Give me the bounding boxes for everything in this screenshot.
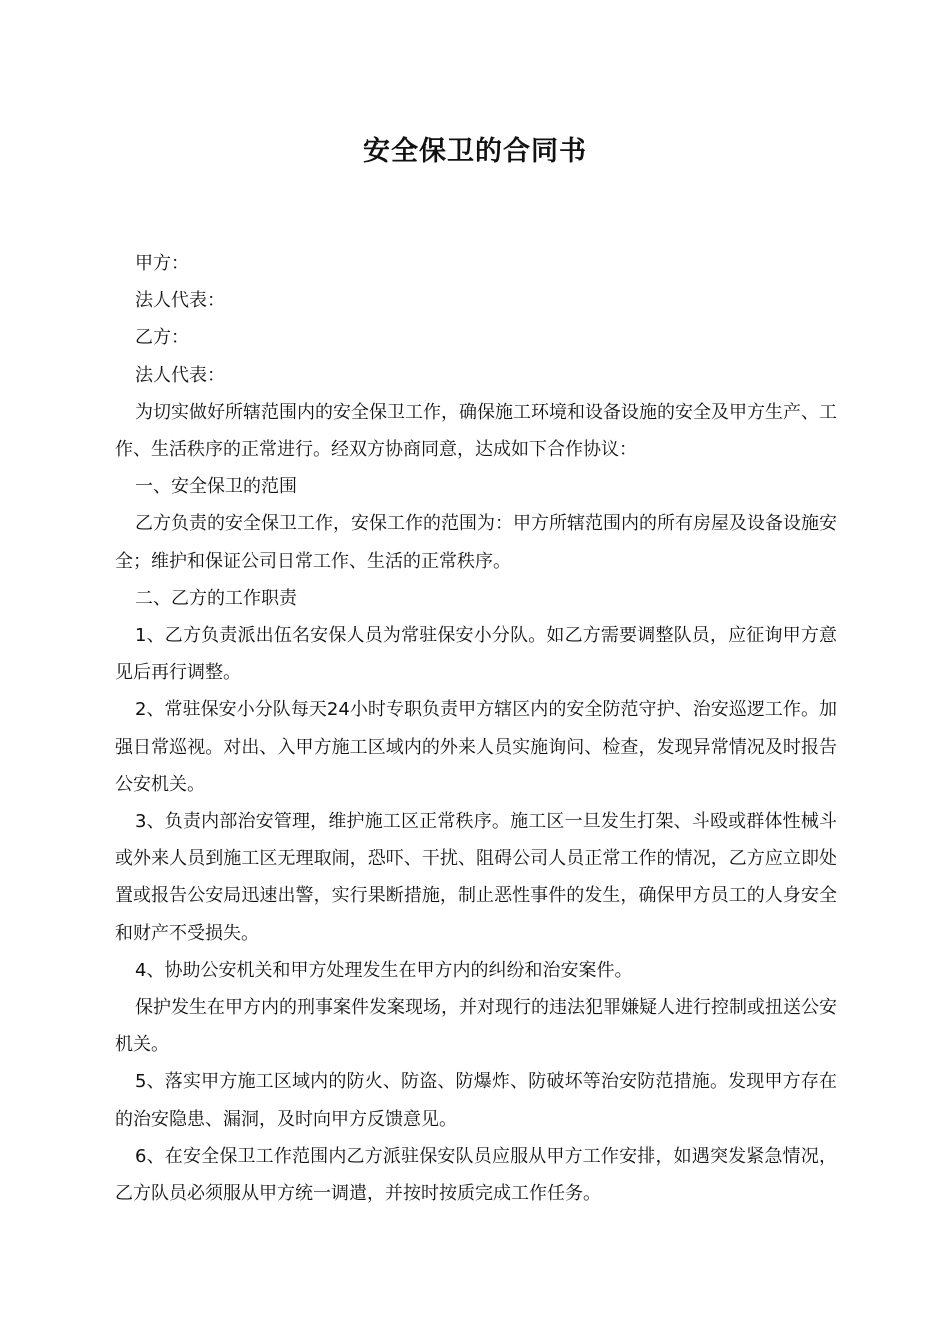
- duty-item-1: 1、乙方负责派出伍名安保人员为常驻保安小分队。如乙方需要调整队员，应征询甲方意见后再行调整。: [115, 625, 837, 684]
- duty-item-2: 2、常驻保安小分队每天24小时专职负责甲方辖区内的安全防范守护、治安巡逻工作。加强日常巡视。对出、入甲方施工区域内的外来人员实施询问、检查，发现异常情况及时报告公安机关。: [115, 699, 837, 795]
- document-title: 安全保卫的合同书: [363, 136, 587, 167]
- duty-item-6: 6、在安全保卫工作范围内乙方派驻保安队员应服从甲方工作安排，如遇突发紧急情况，乙方队员必须服从甲方统一调遣，并按时按质完成工作任务。: [115, 1145, 837, 1205]
- party-b-representative-line: 法人代表：: [135, 364, 225, 386]
- document-body: [115, 245, 837, 1212]
- party-a-line: 甲方：: [135, 253, 189, 274]
- duty-item-4-continuation: 保护发生在甲方内的刑事案件发案现场，并对现行的违法犯罪嫌疑人进行控制或扭送公安机关。: [115, 997, 837, 1056]
- intro-paragraph: 为切实做好所辖范围内的安全保卫工作，确保施工环境和设备设施的安全及甲方生产、工作、生活秩序的正常进行。经双方协商同意，达成如下合作协议：: [115, 401, 837, 461]
- duty-item-4: 4、协助公安机关和甲方处理发生在甲方内的纠纷和治安案件。: [135, 959, 633, 981]
- duty-item-3: 3、负责内部治安管理，维护施工区正常秩序。施工区一旦发生打架、斗殴或群体性械斗或外来人员到施工区无理取闹，恐吓、干扰、阻碍公司人员正常工作的情况，乙方应立即处置或报告公安局迅速出警，实行果断措施，制止恶性事件的发生，确保甲方员工的人身安全和财产不受损失。: [115, 811, 837, 944]
- duty-item-5: 5、落实甲方施工区域内的防火、防盗、防爆炸、防破坏等治安防范措施。发现甲方存在的治安隐患、漏洞，及时向甲方反馈意见。: [115, 1071, 837, 1130]
- party-b-line: 乙方：: [135, 327, 189, 349]
- section-1-paragraph: 乙方负责的安全保卫工作，安保工作的范围为：甲方所辖范围内的所有房屋及设备设施安全；维护和保证公司日常工作、生活的正常秩序。: [115, 513, 837, 572]
- section-1-heading: 一、安全保卫的范围: [135, 476, 297, 498]
- party-a-representative-line: 法人代表：: [135, 290, 225, 312]
- section-2-heading: 二、乙方的工作职责: [135, 587, 297, 609]
